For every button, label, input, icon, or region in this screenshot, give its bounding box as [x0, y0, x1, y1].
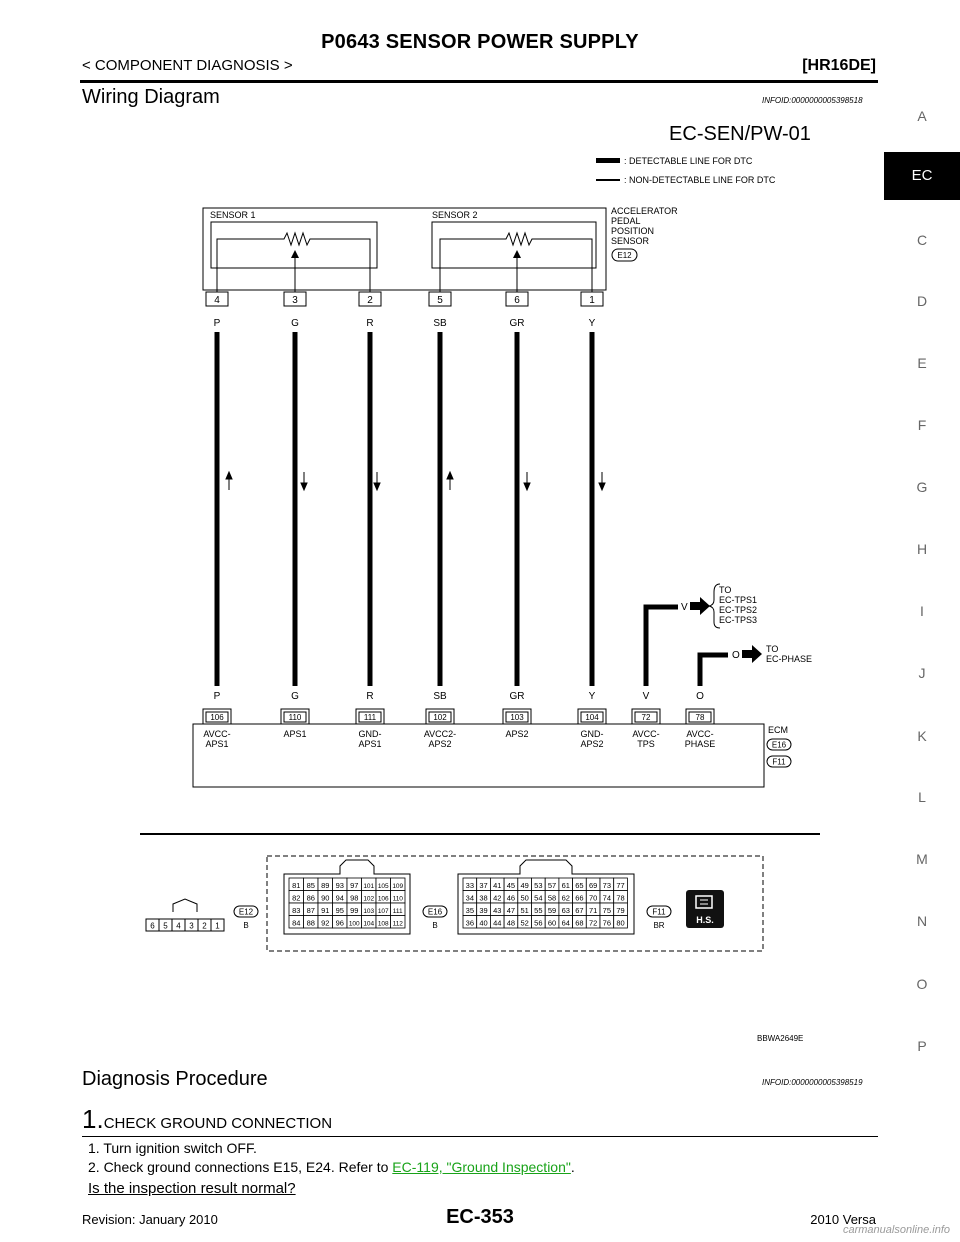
ecm-label: ECM: [768, 725, 788, 735]
e16-pin-number: 107: [377, 908, 389, 915]
to-ec-phase: EC-PHASE: [766, 654, 813, 664]
e16-pin-number: 95: [335, 906, 344, 915]
e16-pin-number: 94: [335, 893, 344, 903]
f11-pin-number: 50: [520, 893, 529, 903]
e16-pin-number: 85: [306, 881, 315, 890]
to-label-tps: TO: [719, 585, 732, 595]
sensor-pin-1: 1: [589, 295, 595, 306]
f11-pin-number: 76: [602, 918, 612, 928]
e16-pin-number: 82: [292, 893, 301, 903]
f11-pin-number: 73: [602, 881, 612, 890]
sensor2-resistor-circuit: [440, 233, 592, 292]
ecm-label-avcc-phase-2: PHASE: [684, 739, 716, 749]
f11-pin-number: 74: [602, 893, 612, 903]
component-label-line1: ACCELERATOR: [611, 206, 678, 216]
e16-pin-number: 98: [350, 893, 359, 903]
e16-pin-number: 109: [392, 883, 404, 890]
e16-pin-number: 112: [392, 920, 403, 928]
f11-pin-number: 52: [520, 918, 529, 928]
ecm-label-aps1: APS1: [283, 729, 307, 739]
ecm-label-gnd-aps2-1: GND-: [580, 729, 604, 739]
sidebar-letter-g[interactable]: G: [916, 479, 928, 495]
wiring-diagram-title: Wiring Diagram: [82, 86, 220, 108]
diagnosis-infoid: INFOID:0000000005398519: [762, 1078, 863, 1087]
sensor1-box: [211, 222, 377, 268]
f11-pin-number: 47: [506, 906, 516, 915]
sidebar-letter-e[interactable]: E: [917, 355, 927, 371]
footer-model: 2010 Versa: [810, 1212, 876, 1227]
sensor1-label: SENSOR 1: [210, 210, 256, 220]
legend-nondetectable-swatch: [596, 179, 620, 181]
wire-o: [700, 655, 728, 686]
e16-pin-number: 83: [292, 906, 301, 915]
ecm-pin-102: 102: [433, 713, 447, 722]
f11-pin-number: 77: [616, 881, 625, 890]
e16-pin-number: 90: [321, 893, 330, 903]
e16-pin-number: 106: [377, 895, 389, 903]
wire-color-bottom-g: G: [291, 691, 299, 702]
connector-view-e16: [284, 860, 447, 934]
e16-pin-number: 101: [363, 883, 375, 890]
e16-pin-number: 81: [292, 881, 301, 890]
e12-pin-2: 2: [202, 921, 207, 931]
ecm-connector-e16: E16: [771, 740, 787, 750]
component-connector-id: E12: [617, 251, 632, 260]
diagram-code: EC-SEN/PW-01: [669, 123, 811, 145]
sidebar-letter-k[interactable]: K: [917, 728, 927, 744]
e12-pin-5: 5: [163, 921, 168, 931]
wire-v-color-label: V: [681, 602, 688, 613]
footer-page-number: EC-353: [446, 1206, 514, 1228]
f11-pin-number: 75: [602, 906, 612, 915]
wire-color-bottom-sb: SB: [433, 691, 447, 702]
sidebar-letter-h[interactable]: H: [916, 541, 928, 557]
sidebar-letter-n[interactable]: N: [916, 913, 928, 929]
sensor2-wiper-arrow: [513, 250, 521, 258]
ecm-label-avcc-aps1-1: AVCC-: [203, 729, 231, 739]
sidebar-letter-a[interactable]: A: [917, 108, 927, 124]
step-item-2: [88, 1159, 575, 1175]
e16-pin-number: 86: [306, 893, 315, 903]
ecm-label-gnd-aps1-2: APS1: [358, 739, 382, 749]
wire-color-top-r: R: [366, 318, 374, 329]
f11-pin-number: 33: [465, 881, 475, 890]
f11-id: F11: [652, 907, 666, 917]
step-divider: [82, 1136, 878, 1137]
ecm-label-avcc2-aps2-1: AVCC2-: [423, 729, 457, 739]
diagnosis-procedure-title: Diagnosis Procedure: [82, 1068, 268, 1090]
f11-pin-number: 43: [493, 906, 502, 915]
e16-pin-number: 103: [363, 908, 375, 915]
f11-pin-number: 66: [575, 893, 584, 903]
f11-pin-number: 53: [534, 881, 543, 890]
component-label-line2: PEDAL: [611, 216, 641, 226]
engine-code: [HR16DE]: [802, 57, 876, 74]
sensor-pin-4: 4: [214, 295, 220, 306]
wire-color-top-gr: GR: [509, 318, 525, 329]
ecm-label-avcc-tps-2: TPS: [637, 739, 655, 749]
e16-pin-number: 88: [306, 918, 315, 928]
f11-pin-number: 79: [616, 906, 625, 915]
e12-id: E12: [238, 907, 254, 917]
sidebar-letter-m[interactable]: M: [916, 851, 928, 867]
f11-pin-number: 80: [616, 918, 625, 928]
arrow-up-icon-sb: [447, 472, 453, 479]
f11-pin-number: 55: [534, 906, 543, 915]
e16-pin-number: 100: [348, 920, 360, 928]
f11-pin-number: 60: [547, 918, 557, 928]
wire-o-color-label: O: [732, 650, 740, 661]
f11-pin-number: 45: [506, 881, 516, 890]
f11-pin-number: 68: [575, 918, 584, 928]
f11-pin-number: 64: [561, 918, 570, 928]
e16-pin-number: 97: [350, 881, 359, 890]
ecm-pin-104: 104: [585, 713, 599, 722]
to-label-phase: TO: [766, 644, 779, 654]
wire-color-bottom-r: R: [366, 691, 374, 702]
inspection-question: Is the inspection result normal?: [88, 1180, 296, 1197]
figure-id: BBWA2649E: [757, 1034, 804, 1043]
ecm-label-avcc-aps1-2: APS1: [205, 739, 229, 749]
component-label-line3: POSITION: [611, 226, 655, 236]
legend-detectable-swatch: [596, 158, 620, 163]
sidebar-letter-ec-active[interactable]: EC: [884, 152, 960, 200]
ecm-label-avcc-tps-1: AVCC-: [632, 729, 660, 739]
arrow-right-icon-v: [690, 597, 710, 615]
arrow-up-icon-p: [226, 472, 232, 479]
breadcrumb: < COMPONENT DIAGNOSIS >: [82, 57, 293, 74]
sensor-pin-6: 6: [514, 295, 520, 306]
sensor2-label: SENSOR 2: [432, 210, 478, 220]
ecm-pin-72: 72: [641, 713, 651, 722]
e16-pin-number: 110: [392, 895, 403, 903]
ecm-label-gnd-aps2-2: APS2: [580, 739, 604, 749]
f11-pin-number: 48: [506, 918, 516, 928]
e16-pin-number: 108: [377, 920, 389, 928]
ecm-box: [193, 724, 764, 787]
wire-v: [646, 607, 678, 686]
footer-revision: Revision: January 2010: [82, 1212, 218, 1227]
e12-pin-4: 4: [176, 921, 181, 931]
wire-color-bottom-o: O: [696, 691, 704, 702]
f11-pin-number: 39: [479, 906, 488, 915]
component-label-line4: SENSOR: [611, 236, 650, 246]
f11-pin-number: 42: [493, 893, 502, 903]
ecm-connector-f11: F11: [772, 757, 786, 767]
f11-pin-number: 44: [493, 918, 502, 928]
to-ec-tps1: EC-TPS1: [719, 595, 758, 605]
f11-pin-number: 57: [547, 881, 557, 890]
step-heading: [82, 1104, 332, 1135]
step-item-1: 1. Turn ignition switch OFF.: [88, 1140, 257, 1156]
e16-color: B: [432, 921, 438, 930]
sensor-pin-3: 3: [292, 295, 298, 306]
arrow-down-icon-gr: [524, 483, 530, 490]
sensor-pin-5: 5: [437, 295, 443, 306]
wire-color-top-y: Y: [588, 318, 596, 329]
wiring-infoid: INFOID:0000000005398518: [762, 96, 863, 105]
e12-pin-3: 3: [189, 921, 194, 931]
e16-pin-number: 102: [363, 895, 375, 903]
f11-pin-number: 54: [534, 893, 543, 903]
ecm-label-gnd-aps1-1: GND-: [358, 729, 382, 739]
harness-side-icon: [686, 890, 724, 928]
f11-pin-number: 36: [465, 918, 475, 928]
arrow-down-icon-g: [301, 483, 307, 490]
wire-color-bottom-gr: GR: [509, 691, 525, 702]
e16-pin-grid: [289, 878, 405, 928]
f11-pin-number: 41: [493, 881, 502, 890]
sidebar-letter-j[interactable]: J: [918, 665, 926, 681]
sidebar-letter-d[interactable]: D: [916, 293, 928, 309]
f11-pin-number: 70: [588, 893, 598, 903]
e16-pin-number: 96: [335, 918, 344, 928]
f11-pin-number: 46: [506, 893, 516, 903]
e16-pin-number: 84: [292, 918, 301, 928]
f11-pin-number: 72: [588, 918, 598, 928]
e12-color: B: [243, 921, 249, 930]
f11-pin-number: 78: [616, 893, 625, 903]
hs-label: H.S.: [696, 915, 714, 925]
e16-pin-number: 93: [335, 881, 344, 890]
connector-view-f11: [458, 860, 671, 934]
f11-pin-number: 37: [479, 881, 488, 890]
f11-pin-number: 59: [547, 906, 557, 915]
ecm-label-avcc-phase-1: AVCC-: [686, 729, 714, 739]
ecm-pin-111: 111: [363, 713, 377, 722]
f11-pin-grid: [463, 878, 627, 928]
wire-color-bottom-p: P: [213, 691, 221, 702]
arrow-down-icon-y: [599, 483, 605, 490]
e16-pin-number: 99: [350, 906, 359, 915]
e16-id: E16: [427, 907, 443, 917]
f11-pin-number: 58: [547, 893, 557, 903]
f11-pin-number: 67: [575, 906, 584, 915]
to-ec-tps3: EC-TPS3: [719, 615, 758, 625]
wire-color-bottom-v: V: [642, 691, 650, 702]
wire-color-top-p: P: [213, 318, 221, 329]
connector-view-e12: [146, 899, 258, 931]
sensor-pin-2: 2: [367, 295, 373, 306]
section-index-sidebar: [884, 0, 960, 1242]
legend-nondetectable-text: : NON-DETECTABLE LINE FOR DTC: [624, 175, 776, 185]
f11-pin-number: 51: [520, 906, 529, 915]
step-item-2-text: 2. Check ground connections E15, E24. Refer to: [88, 1159, 393, 1175]
e12-key: [173, 899, 197, 912]
step-item-2-suffix: .: [570, 1159, 575, 1175]
e16-pin-number: 91: [321, 906, 330, 915]
ecm-pin-110: 110: [288, 713, 302, 722]
f11-pin-number: 56: [534, 918, 543, 928]
f11-pin-number: 71: [588, 906, 598, 915]
e16-pin-number: 104: [363, 920, 375, 928]
page-title: P0643 SENSOR POWER SUPPLY: [321, 31, 639, 53]
to-ec-tps2: EC-TPS2: [719, 605, 758, 615]
arrow-down-icon-r: [374, 483, 380, 490]
e16-pin-number: 87: [306, 906, 315, 915]
e16-pin-number: 105: [377, 883, 389, 890]
f11-pin-number: 65: [575, 881, 584, 890]
wire-color-bottom-y: Y: [588, 691, 596, 702]
sidebar-letter-o[interactable]: O: [916, 976, 928, 992]
e16-pin-number: 92: [321, 918, 330, 928]
wire-color-top-g: G: [291, 318, 299, 329]
ecm-pin-103: 103: [510, 713, 524, 722]
f11-pin-number: 34: [465, 893, 475, 903]
f11-pin-number: 61: [561, 881, 570, 890]
sidebar-letter-c[interactable]: C: [916, 232, 928, 248]
sensor1-resistor-circuit: [217, 233, 370, 292]
step-title: CHECK GROUND CONNECTION: [103, 1115, 333, 1132]
sidebar-letter-l[interactable]: L: [918, 789, 926, 805]
e12-pin-6: 6: [150, 921, 155, 931]
f11-pin-number: 35: [465, 906, 475, 915]
f11-pin-number: 69: [588, 881, 598, 890]
step-number: 1.: [82, 1104, 104, 1134]
ground-inspection-link[interactable]: EC-119, "Ground Inspection": [392, 1159, 571, 1175]
ecm-label-avcc2-aps2-2: APS2: [428, 739, 452, 749]
accelerator-pedal-sensor-housing: [203, 208, 606, 290]
f11-pin-number: 38: [479, 893, 488, 903]
e16-pin-number: 111: [392, 908, 403, 915]
sidebar-letter-i[interactable]: I: [920, 603, 924, 619]
sensor1-wiper-arrow: [291, 250, 299, 258]
f11-pin-number: 40: [479, 918, 488, 928]
sensor2-box: [432, 222, 596, 268]
arrow-right-icon-o: [742, 645, 762, 663]
sidebar-letter-p[interactable]: P: [917, 1038, 927, 1054]
ecm-pin-106: 106: [210, 713, 224, 722]
f11-pin-number: 62: [561, 893, 570, 903]
ecm-label-aps2: APS2: [505, 729, 529, 739]
legend-detectable-text: : DETECTABLE LINE FOR DTC: [624, 156, 753, 166]
f11-color: BR: [653, 921, 665, 930]
ecm-pin-78: 78: [695, 713, 705, 722]
wire-color-top-sb: SB: [433, 318, 447, 329]
f11-pin-number: 49: [520, 881, 529, 890]
e16-pin-number: 89: [321, 881, 330, 890]
e12-pin-1: 1: [215, 921, 220, 931]
footer-watermark: carmanualsonline.info: [842, 1224, 950, 1236]
f11-pin-number: 63: [561, 906, 570, 915]
sidebar-letter-f[interactable]: F: [917, 417, 927, 433]
